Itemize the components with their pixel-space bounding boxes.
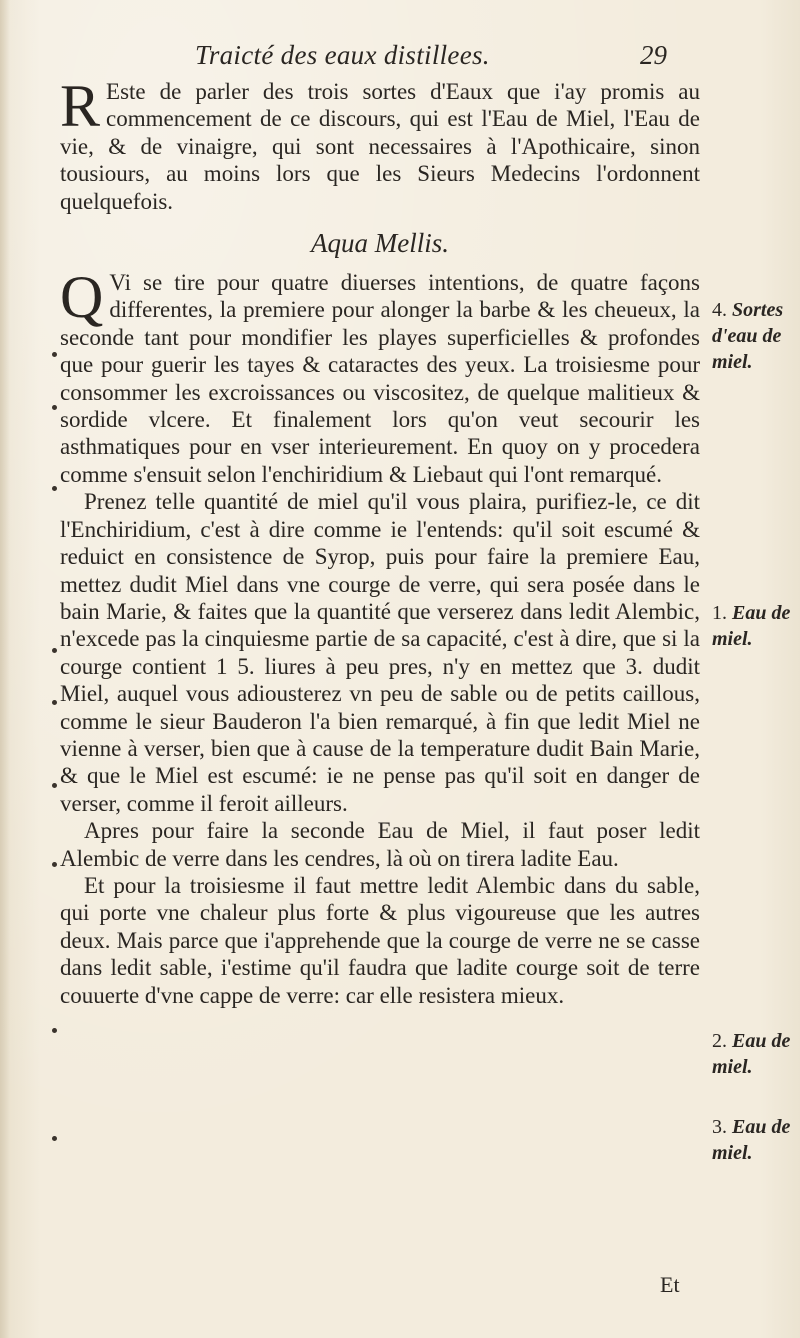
section-intro-text: Vi se tire pour quatre diuerses intentions, de quatre façons differentes, la premiere pour alonger la barbe & les cheueux, la seconde tant pour mondifier les playes superficielles & profondes que pour guerir les tayes & cataractes des yeux. La troisiesme pour consommer les excroissances ou viscositez, de quelque malitieux & sordide vlcere. Et finalement lors qu'on veut secourir les asthmatiques pour en vser interieurement. En quoy on y procedera comme s'ensuit selon l'enchiridium & Liebaut qui l'ont remarqué. bbox=[60, 270, 700, 487]
paragraph-second-water: Apres pour faire la seconde Eau de Miel, il faut poser ledit Alembic de verre dans les cendres, là où on tirera ladite Eau. bbox=[60, 818, 700, 871]
margin-note-text: Eau de miel. bbox=[712, 602, 791, 650]
print-mark bbox=[52, 783, 57, 788]
dropcap-q: Q bbox=[60, 264, 104, 331]
margin-note-text: Eau de miel. bbox=[712, 1116, 791, 1164]
intro-text: Este de parler des trois sortes d'Eaux que i'ay promis au commencement de ce discours, qui est l'Eau de Miel, l'Eau de vie, & de vinaigre, qui sont necessaires à l'Apothicaire, sinon tousiours, au moins lors que les Sieurs Medecins l'ordonnent quelquefois. bbox=[60, 79, 700, 214]
page-number: 29 bbox=[640, 40, 667, 70]
margin-note-number: 2. bbox=[712, 1030, 727, 1052]
print-mark bbox=[52, 352, 57, 357]
catchword: Et bbox=[660, 1272, 680, 1297]
print-mark bbox=[52, 486, 57, 491]
margin-note-eau-3 bbox=[712, 1114, 798, 1166]
running-title: Traicté des eaux distillees. bbox=[195, 40, 490, 70]
margin-note-number: 3. bbox=[712, 1116, 727, 1138]
print-mark bbox=[52, 648, 57, 653]
margin-note-number: 1. bbox=[712, 602, 727, 624]
body-text bbox=[60, 73, 700, 1009]
page-header bbox=[0, 38, 800, 78]
print-mark bbox=[52, 1136, 57, 1141]
paragraph-third-water: Et pour la troisiesme il faut mettre ledit Alembic dans du sable, qui porte vne chaleur plus forte & plus vigoureuse que les autres deux. Mais parce que i'apprehende que la courge de verre ne se casse dans ledit sable, i'estime qu'il faudra que ladite courge soit de terre couuerte d'vne cappe de verre: car elle resistera mieux. bbox=[60, 872, 700, 1008]
section-heading: Aqua Mellis. bbox=[311, 228, 449, 259]
print-mark bbox=[52, 862, 57, 867]
intro-paragraph bbox=[60, 73, 700, 215]
print-mark bbox=[52, 405, 57, 410]
margin-note-eau-2 bbox=[712, 1028, 798, 1080]
margin-note-text: Eau de miel. bbox=[712, 1030, 791, 1078]
margin-note-sortes bbox=[712, 297, 798, 375]
margin-note-eau-1 bbox=[712, 600, 798, 652]
page-spine-shadow bbox=[0, 0, 10, 1338]
section-intro-paragraph bbox=[60, 264, 700, 488]
margin-note-number: 4. bbox=[712, 299, 727, 321]
paragraph-first-water: Prenez telle quantité de miel qu'il vous plaira, purifiez-le, ce dit l'Enchiridium, c'est à dire comme ie l'entends: qu'il soit escumé & reduict en consistence de Syrop, puis pour faire la premiere Eau, mettez dudit Miel dans vne courge de verre, qui sera posée dans le bain Marie, & faites que la quantité que verserez dans ledit Alembic, n'excede pas la cinquiesme partie de sa capacité, c'est à dire, que si la courge contient 1 5. liures à peu pres, n'y en mettez que 3. dudit Miel, auquel vous adiousterez vn peu de sable ou de petits caillous, comme le sieur Bauderon l'a bien remarqué, à fin que ledit Miel ne vienne à verser, bien que à cause de la temperature dudit Bain Marie, & que le Miel est escumé: ie ne pense pas qu'il soit en danger de verser, comme il feroit ailleurs. bbox=[60, 489, 700, 816]
print-mark bbox=[52, 700, 57, 705]
dropcap-r: R bbox=[60, 73, 101, 139]
margin-note-text: Sortes d'eau de miel. bbox=[712, 299, 784, 373]
print-mark bbox=[52, 1028, 57, 1033]
